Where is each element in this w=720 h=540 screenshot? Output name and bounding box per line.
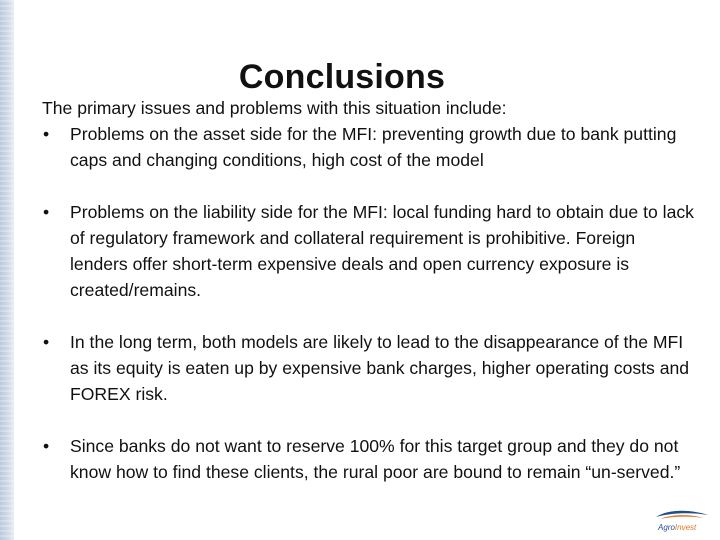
bullet-text: Problems on the asset side for the MFI: preventing growth due to bank putting caps and changing conditions, high cost of the model <box>70 124 677 170</box>
svg-text:AgroInvest <box>657 523 697 532</box>
agroinvest-logo <box>650 508 712 534</box>
slide-content <box>42 95 697 485</box>
bullet-text: Problems on the liability side for the MFI: local funding hard to obtain due to lack of regulatory framework and collateral requirement is prohibitive. Foreign lenders offer short-term expensive deals and open currency exposure is created/remains. <box>70 202 694 300</box>
bullet-dot: • <box>43 124 50 144</box>
agroinvest-logo-icon <box>650 508 712 534</box>
logo-text-main: Agro <box>658 523 675 532</box>
bullet-dot: • <box>43 332 50 352</box>
bullet-item <box>42 433 697 485</box>
bullet-text: Since banks do not want to reserve 100% for this target group and they do not know how to find these clients, the rural poor are bound to remain “un-served.” <box>70 436 681 482</box>
slide-title: Conclusions <box>238 57 446 96</box>
bullet-item <box>42 199 697 303</box>
bullet-text: In the long term, both models are likely to lead to the disappearance of the MFI as its equity is eaten up by expensive bank charges, higher operating costs and FOREX risk. <box>70 332 690 404</box>
bullet-list <box>42 121 697 485</box>
logo-text-accent: Invest <box>674 523 697 532</box>
bullet-dot: • <box>43 202 50 222</box>
bullet-dot: • <box>43 436 50 456</box>
bullet-item <box>42 329 697 407</box>
intro-text: The primary issues and problems with this situation include: <box>42 98 507 118</box>
bullet-item <box>42 121 697 173</box>
